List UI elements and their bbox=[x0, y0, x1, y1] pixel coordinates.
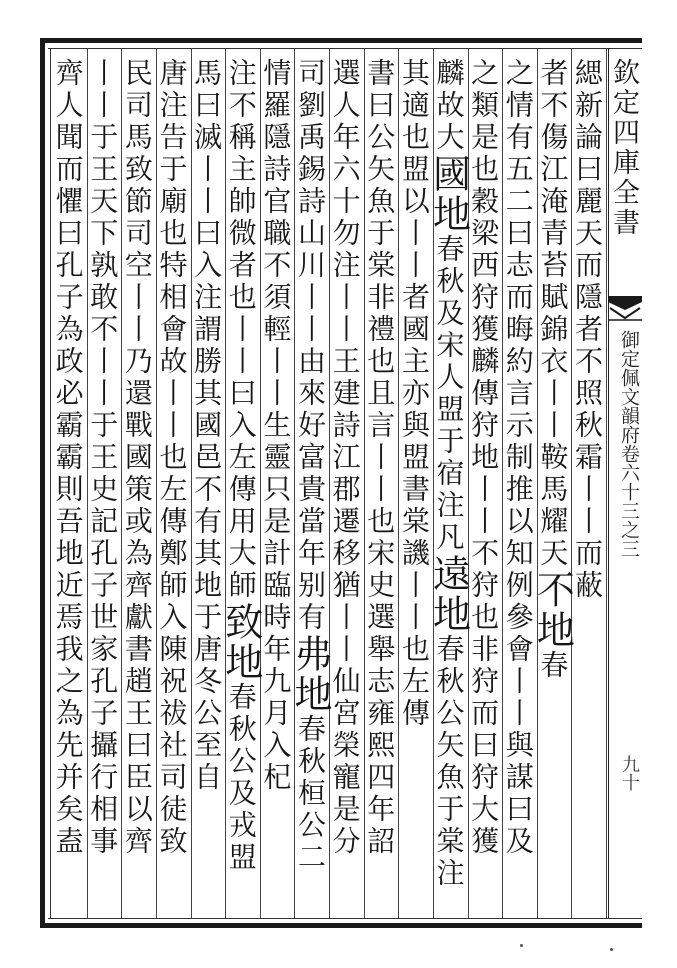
text-run: 其適也 bbox=[397, 58, 431, 154]
text-column bbox=[259, 58, 293, 918]
border-inner-bottom bbox=[48, 918, 642, 919]
text-column bbox=[288, 58, 332, 918]
text-run: 麟故大 bbox=[432, 58, 466, 154]
column-rule bbox=[191, 48, 192, 918]
text-column bbox=[363, 58, 397, 918]
text-run: 者不傷江淹青苔賦錦衣丨丨鞍馬耀天 bbox=[536, 58, 570, 570]
entry-headword: 不地 bbox=[530, 570, 575, 650]
text-column bbox=[426, 58, 471, 918]
text-run: 注不稱主帥微者也丨丨曰入左傳用大師 bbox=[224, 58, 258, 602]
text-run: 唐注告于廟也特相會故丨丨也左傳鄭師入陳祝祓社司徒致 bbox=[155, 58, 189, 858]
text-column bbox=[155, 58, 189, 918]
text-column bbox=[86, 58, 120, 918]
text-run: 書曰公矢魚于棠非禮也且言丨丨也宋史選舉志雍熙四年詔 bbox=[363, 58, 397, 858]
column-rule bbox=[398, 48, 399, 918]
column-rule bbox=[433, 48, 434, 918]
column-rule bbox=[156, 48, 157, 918]
text-run: 選人年六十勿注丨丨王建詩江郡遷移猶丨丨仙宮榮寵是分 bbox=[328, 58, 362, 858]
text-run: 盟以丨丨者國主亦與盟 bbox=[397, 154, 431, 474]
column-rule bbox=[606, 48, 607, 918]
text-run: 春秋桓公二 bbox=[294, 714, 327, 874]
text-run: 書棠譏丨丨也左傳 bbox=[397, 474, 431, 730]
fishtail-mark-icon bbox=[608, 292, 642, 322]
text-run: 春秋及宋人盟于宿注凡 bbox=[432, 234, 466, 554]
text-run: 情羅隱詩官職不須輕丨丨生靈只是計臨時 bbox=[259, 58, 293, 634]
column-rule bbox=[225, 48, 226, 918]
text-column bbox=[467, 58, 501, 918]
text-run: 緦新論曰麗天而隱者不照秋霜丨丨而蔽 bbox=[571, 58, 604, 602]
entry-headword: 致地 bbox=[218, 602, 263, 682]
text-run: 之類是也穀梁西狩獲麟傳狩地丨丨不狩也非狩而曰狩大獲 bbox=[467, 58, 501, 858]
text-run: 于唐冬公至自 bbox=[190, 602, 224, 794]
text-column bbox=[51, 58, 85, 918]
entry-headword: 國地 bbox=[426, 154, 471, 234]
text-column bbox=[328, 58, 362, 918]
column-rule bbox=[571, 48, 572, 918]
text-run: 民司馬致節司空丨丨乃還戰國策或為齊獻書趙王曰臣以齊 bbox=[120, 58, 154, 858]
banner-volume-label: 御定佩文韻府卷六十三之三 bbox=[618, 330, 640, 558]
column-rule bbox=[502, 48, 503, 918]
text-run: 春秋公及戎盟 bbox=[224, 682, 258, 874]
text-column bbox=[530, 58, 575, 918]
text-run: 春秋公矢魚于棠注 bbox=[432, 634, 466, 890]
column-rule bbox=[364, 48, 365, 918]
column-rule bbox=[294, 48, 295, 918]
scan-speck bbox=[610, 948, 613, 951]
text-run: 之情有五二曰志而晦約言示制推以知例參會丨丨與謀曰及 bbox=[501, 58, 535, 858]
text-column bbox=[218, 58, 263, 918]
column-rule bbox=[260, 48, 261, 918]
text-column bbox=[573, 58, 604, 918]
entry-headword: 弗地 bbox=[288, 634, 332, 714]
border-inner-top bbox=[48, 48, 642, 49]
text-run: 丨丨于王天下孰敢不丨丨于王史記孔子世家孔子攝行相事 bbox=[86, 58, 120, 858]
column-rule bbox=[87, 48, 88, 918]
scan-speck bbox=[520, 944, 523, 947]
text-run: 年九月入杞 bbox=[259, 634, 293, 794]
text-run: 馬曰滅丨丨曰入注謂勝其國邑不有其地 bbox=[190, 58, 224, 602]
banner-title: 欽定四庫全書 bbox=[608, 58, 639, 238]
column-rule bbox=[121, 48, 122, 918]
entry-headword: 遠地 bbox=[426, 554, 471, 634]
text-column bbox=[190, 58, 224, 918]
text-run: 齊人聞而懼曰孔子為政必霸霸則吾地近焉我之為先并矣盍 bbox=[51, 58, 85, 858]
text-run: 春 bbox=[536, 650, 570, 682]
text-run: 司劉禹錫詩山川丨丨由來好富貴當年别有 bbox=[294, 58, 327, 634]
column-rule bbox=[537, 48, 538, 918]
column-rule bbox=[329, 48, 330, 918]
page-number: 九十 bbox=[619, 755, 640, 791]
text-column bbox=[397, 58, 431, 918]
text-column bbox=[120, 58, 154, 918]
text-column bbox=[501, 58, 535, 918]
